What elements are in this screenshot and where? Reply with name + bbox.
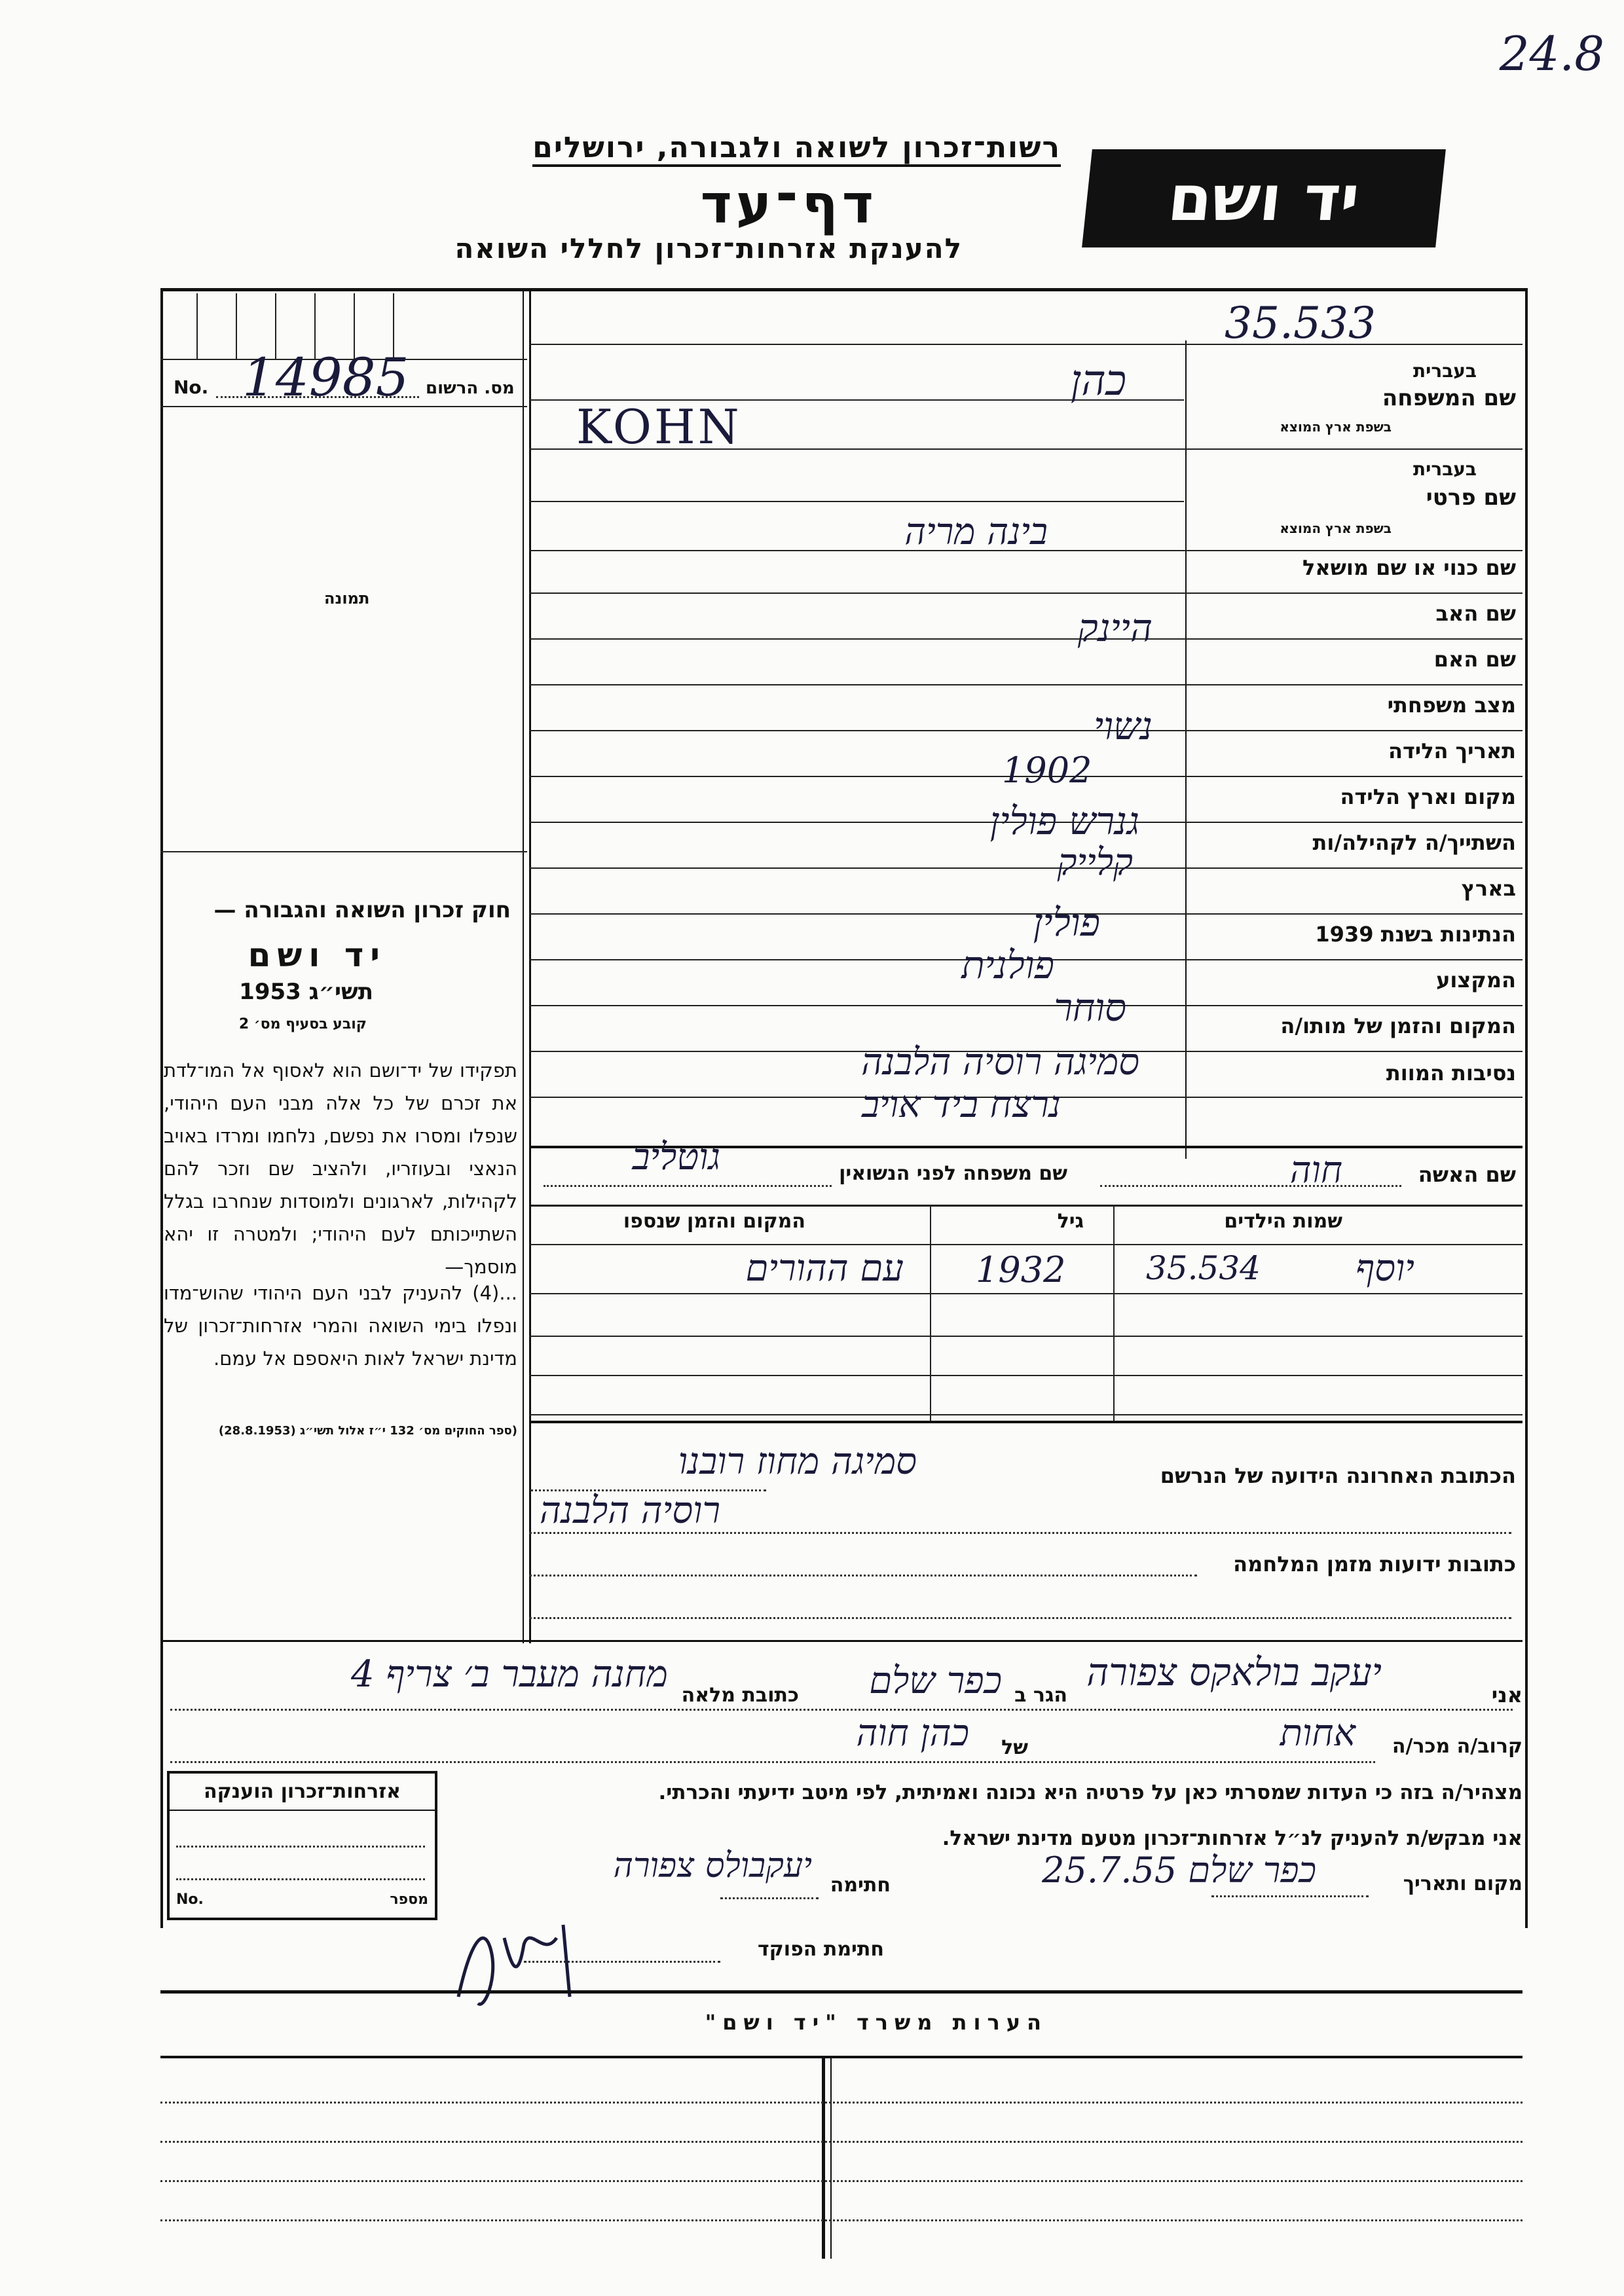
row-death-circumstances-label: נסיבות המוות [1386, 1061, 1516, 1085]
citizenship-value: פולנית [961, 943, 1054, 987]
row-community-label: השתייך/ה לקהילה/ות [1312, 830, 1516, 855]
declarant-resides-label: הגר ב [1014, 1684, 1067, 1707]
law-name: יד ושם [248, 936, 386, 974]
child-name: יוסף [1356, 1247, 1414, 1290]
marital-value: נשוי [1094, 704, 1153, 748]
declarant-name: יעקב בולאקס צפורה [1086, 1650, 1382, 1694]
form-title: דף־עד [700, 173, 877, 236]
row-father-label: שם האב [1435, 601, 1516, 626]
address-line-1: סמיגה מחוז רובנו [678, 1440, 917, 1483]
community-value: קלייק [1057, 841, 1133, 884]
address-line-2: רוסיה הלבנה [539, 1489, 720, 1532]
of-name-value: כהן חוה [856, 1712, 969, 1755]
wife-label: שם האשה [1418, 1162, 1516, 1187]
row-surname-sub2: בשפת ארץ המוצא [1280, 419, 1392, 435]
declarant-address: מחנה מעבר ב׳ צריף 4 [350, 1653, 668, 1696]
signature-label: חתימה [830, 1874, 891, 1897]
file-number: 35.533 [1225, 298, 1376, 348]
children-header-age: גיל [1057, 1210, 1084, 1233]
country-value: פולין [1033, 900, 1100, 945]
declarant-address-label: כתובת מלאה [681, 1684, 799, 1707]
law-year: תשי״ג 1953 [239, 979, 373, 1005]
law-reference: (ספר החוקים מס׳ 132 י״ז אלול תשי״ג (28.8.1953) [218, 1424, 517, 1438]
authority-heading: רשות־זכרון לשואה ולגבורה, ירושלים [532, 131, 1061, 167]
address-label: הכתובת האחרונה הידועה של הנרשם [1160, 1463, 1516, 1488]
child-age: 1932 [976, 1249, 1066, 1290]
yad-vashem-logo: יד ושם [1082, 149, 1446, 247]
registration-number: 14985 [242, 347, 409, 408]
relation-value: אחות [1280, 1712, 1356, 1755]
row-birthdate-label: תאריך הלידה [1388, 738, 1516, 763]
child-file-number: 35.534 [1146, 1249, 1261, 1287]
declaration-text: מצהיר/ה בזה כי העדות שמסרתי כאן על פרטיה היא נכונה ואמיתית, לפי מיטב ידיעתי והכרתי. [658, 1781, 1522, 1804]
row-firstname-sub2: בשפת ארץ המוצא [1280, 520, 1392, 536]
children-header-place: המקום והזמן שנספו [623, 1210, 805, 1233]
request-text: אני מבקש/ת להעניק לנ״ל אזרחות־זכרון מטעם מדינת ישראל. [942, 1827, 1522, 1850]
row-citizenship-label: הנתינות בשנת 1939 [1315, 922, 1516, 947]
row-surname-sub1: בעברית [1412, 360, 1477, 382]
row-country-label: בארץ [1461, 876, 1516, 901]
children-header-names: שמות הילדים [1224, 1210, 1342, 1233]
law-title: חוק זכרון השואה והגבורה — [213, 897, 511, 923]
photo-label: תמונה [324, 589, 370, 608]
surname-hebrew: כהן [1070, 357, 1126, 405]
official-signature-label: חתימת הפוקד [758, 1938, 884, 1961]
row-profession-label: המקצוע [1436, 968, 1516, 993]
place-date-value: כפר שלם 25.7.55 [1042, 1850, 1316, 1891]
row-firstname-label: שם פרטי [1426, 484, 1516, 511]
wife-value: חוה [1289, 1149, 1342, 1192]
declarant-town: כפר שלם [869, 1660, 1002, 1702]
law-clause: קובע בסעיף מס׳ 2 [238, 1016, 367, 1032]
wife-maiden-value: גוטליב [632, 1136, 720, 1178]
death-circumstances-value: נרצח ביד אויב [862, 1084, 1061, 1126]
citizenship-box [167, 1771, 437, 1920]
birthplace-value: גנרש פולין [989, 799, 1139, 843]
law-text: תפקידו של יד־ושם הוא לאסוף אל המו־לדת את זכרם של כל אלה מבני העם היהודי, שנפלו ומסרו את נפשם, נלחמו ומרדו באויב הנאצי ובעוזריו, ולהציב שם וזכר להם לקהילות, לארגונים ולמוסדות שנחרבו בגלל השתייכותם לעם היהודי; ולמטרה זו יהא מוסמך— [164, 1059, 517, 1278]
row-deathplace-label: המקום והזמן של מותו/ה [1280, 1013, 1516, 1038]
page-stamp: 24.8 [1499, 26, 1604, 81]
wife-maiden-label: שם משפחה לפני הנשואין [839, 1162, 1067, 1185]
child-place: עם ההורים [745, 1247, 904, 1290]
surname-latin: KOHN [576, 399, 742, 454]
form-subtitle: להענקת אזרחות־זכרון לחללי השואה [454, 232, 963, 264]
law-text-2: ...(4) להעניק לבני העם היהודי שהוש־מדו ונפלו בימי השואה והמרי אזרחות־זכרון של מדינת ישראל לאות היאספם אל עמם. [164, 1282, 517, 1370]
declarant-signature: יעקבולס צפורה [613, 1846, 812, 1886]
row-marital-label: מצב משפחתי [1387, 693, 1516, 718]
declarant-ani: אני [1491, 1683, 1522, 1707]
row-mother-label: שם האם [1433, 647, 1516, 672]
war-addresses-label: כתובות ידועות מזמן המלחמה [1233, 1552, 1516, 1576]
citizenship-box-num-label: מספר [390, 1891, 428, 1908]
remarks-heading: הערות משרד "יד ושם" [705, 2010, 1048, 2035]
place-date-label: מקום ותאריך [1403, 1872, 1522, 1895]
birthdate-value: 1902 [1002, 750, 1092, 791]
official-signature-mark [445, 1899, 589, 2016]
reg-label: מס. הרשום [426, 378, 515, 398]
firstname-origin: בינה מריה [904, 511, 1048, 553]
father-value: היינק [1077, 606, 1153, 650]
profession-value: סוחר [1054, 985, 1126, 1030]
row-birthplace-label: מקום וארץ הלידה [1340, 784, 1516, 809]
deathplace-value: סמיגה רוסיה הלבנה [861, 1041, 1139, 1084]
no-label: No. [174, 376, 209, 398]
row-firstname-sub1: בעברית [1412, 458, 1477, 480]
row-surname-label: שם המשפחה [1382, 385, 1516, 411]
row-nickname-label: שם כנוי או שם מושאל [1302, 555, 1516, 580]
relative-label: קרוב/ה מכר/ה [1392, 1735, 1522, 1758]
citizenship-box-title: אזרחות־זכרון הוענקה [170, 1774, 435, 1811]
of-label: של [1001, 1736, 1028, 1759]
citizenship-box-no: No. [176, 1891, 204, 1908]
